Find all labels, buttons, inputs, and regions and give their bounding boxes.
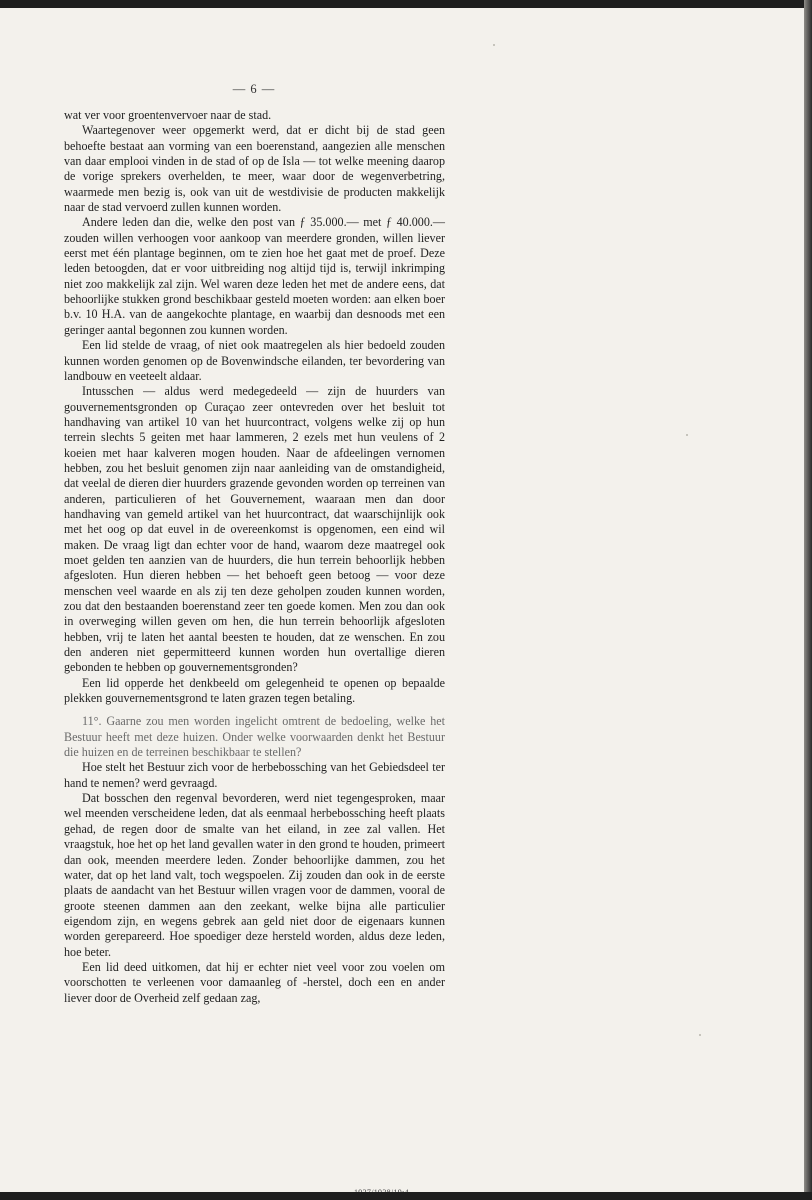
paragraph: Hoe stelt het Bestuur zich voor de herbebossching van het Gebiedsdeel ter hand te nemen? werd gevraagd.: [64, 760, 445, 790]
paragraph: Waartegenover weer opgemerkt werd, dat er dicht bij de stad geen behoefte bestaat aan vorming van een boerenstand, aangezien alle menschen van daar emplooi vinden in de stad of op de Isla — tot welke meening daarop de vorige sprekers overhelden, te meer, waar door de wegenverbetring, waarmede men bezig is, ook van uit de westdivisie de producten makkelijk naar de stad vervoerd zullen kunnen worden.: [64, 123, 445, 215]
paragraph: Een lid deed uitkomen, dat hij er echter niet veel voor zou voelen om voorschotten te verleenen voor damaanleg of -herstel, doch een en ander liever door de Overheid zelf gedaan zag,: [64, 959, 445, 1005]
paper-speck: [699, 1034, 701, 1036]
paragraph: Dat bosschen den regenval bevorderen, werd niet tegengesproken, maar wel meenden verscheidene leden, dat als eenmaal herbebossching heeft plaats gehad, de regen door de smalte van het eiland, in zee zal vallen. Het vraagstuk, hoe het op het land gevallen water in den grond te houden, primeert dan ook, meenden meerdere leden. Zonder behoorlijke dammen, zou het water, dat op het land valt, toch wegspoelen. Zij zouden dan ook in de eerste plaats de aandacht van het Bestuur willen vragen voor de dammen, vooral de groote steenen dammen aan den zeekant, welke bijna alle particulier eigendom zijn, en wegens gebrek aan geld niet door de eigenaars kunnen worden gerepareerd. Hoe spoediger deze hersteld worden, aldus deze leden, hoe beter.: [64, 791, 445, 959]
paper-speck: [686, 434, 688, 436]
paragraph: Andere leden dan die, welke den post van ƒ 35.000.— met ƒ 40.000.— zouden willen verhoogen voor aankoop van meerdere gronden, willen liever eerst met één plantage beginnen, om te zien hoe het gaat met de proef. Deze leden betoogden, dat er voor uitbreiding nog altijd tijd is, terwijl inkrimping niet zoo makkelijk zal zijn. Wel waren deze leden het met de andere eens, dat behoorlijke stukken grond beschikbaar gesteld moeten worden: aan elken boer b.v. 10 H.A. van de aangekochte plantage, en waarbij dan desnoods met een geringer aantal begonnen zou kunnen worden.: [64, 215, 445, 337]
paragraph: Intusschen — aldus werd medegedeeld — zijn de huurders van gouvernementsgronden op Curaçao zeer ontevreden over het besluit tot handhaving van artikel 10 van het huurcontract, volgens welke zij op hun terrein slechts 5 geiten met haar lammeren, 2 ezels met hun veulens of 2 koeien met haar kalveren mogen houden. Naar de afdeelingen vernomen hebben, zou het besluit genomen zijn naar aanleiding van de omstandigheid, dat veelal de dieren dier huurders grazende gevonden worden op terreinen van anderen, particulieren of het Gouvernement, waaraan men dan door handhaving van gemeld artikel van het huurcontract, dat waarschijnlijk ook met het oog op dat euvel in de overeenkomst is opgenomen, een eind wil maken. De vraag ligt dan echter voor de hand, waarom deze maatregel ook moet gelden ten aanzien van de huurders, die hun terrein behoorlijk hebben afgesloten. Hun dieren hebben — het behoeft geen betoog — voor deze menschen veel waarde en als zij ten deze geholpen zouden kunnen worden, zou dat den bestaanden boerenstand zeer ten goede komen. Men zou dan ook in overweging willen geven om hen, die hun terrein behoorlijk afgesloten hebben, vrij te laten het aantal beesten te houden, dat ze wenschen. En zou den anderen niet gepermitteerd kunnen worden hun overtallige dieren gebonden te hebben op gouvernementsgronden?: [64, 384, 445, 675]
page-edge-shadow: [804, 0, 812, 1200]
paragraph: Een lid stelde de vraag, of niet ook maatregelen als hier bedoeld zouden kunnen worden genomen op de Bovenwindsche eilanden, ter bevordering van landbouw en veeteelt aldaar.: [64, 338, 445, 383]
body-text: [64, 108, 445, 1006]
paragraph: Een lid opperde het denkbeeld om gelegenheid te openen op bepaalde plekken gouvernementsgrond te laten grazen tegen betaling.: [64, 675, 445, 706]
page-number: — 6 —: [232, 82, 276, 96]
document-page: [0, 8, 804, 1192]
page-bottom-edge: [0, 1192, 812, 1200]
paragraph: wat ver voor groentenvervoer naar de stad.: [64, 108, 272, 122]
paragraph: 11°. Gaarne zou men worden ingelicht omtrent de bedoeling, welke het Bestuur heeft met deze huizen. Onder welke voorwaarden denkt het Bestuur die huizen en de terreinen beschikbaar te stellen?: [64, 714, 445, 760]
paper-speck: [493, 44, 495, 46]
